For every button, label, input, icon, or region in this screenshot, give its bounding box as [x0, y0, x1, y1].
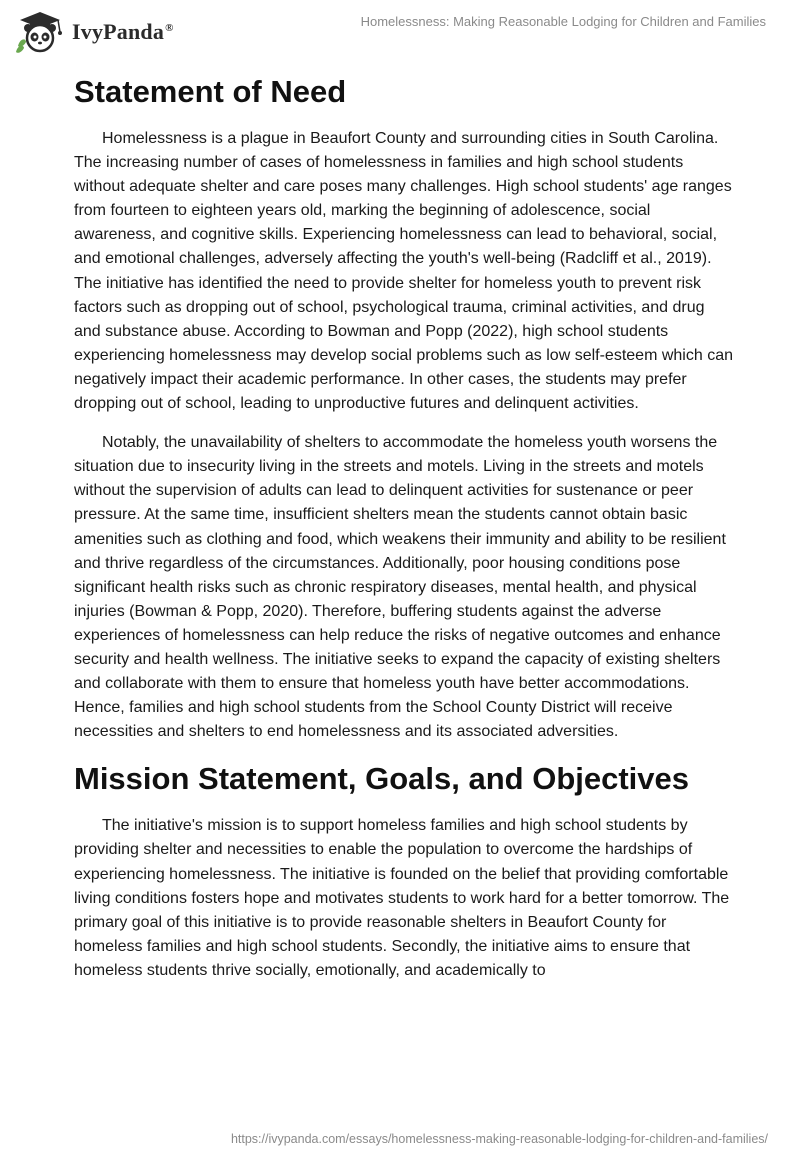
- ivypanda-logo[interactable]: [14, 8, 174, 54]
- paragraph: Notably, the unavailability of shelters to accommodate the homeless youth worsens the situation due to insecurity living in the streets and motels. Living in the streets and motels without the supervision of adults can lead to delinquent activities for sustenance or peer pressure. At the same time, insufficient shelters mean the students cannot obtain basic amenities such as clothing and food, which weakens their immunity and ability to be resilient and thrive regardless of the circumstances. Additionally, poor housing conditions pose significant health risks such as chronic respiratory diseases, mental health, and physical injuries (Bowman & Popp, 2020). Therefore, buffering students against the adverse experiences of homelessness can help reduce the risks of negative outcomes and enhance security and health wellness. The initiative seeks to expand the capacity of existing shelters and collaborate with them to ensure that homeless youth have better accommodations. Hence, families and high school students from the School County District will receive necessities and shelters to end homelessness and its associated adversities.: [74, 434, 726, 741]
- page-header: [0, 0, 800, 60]
- heading-mission-statement: Mission Statement, Goals, and Objectives: [74, 761, 690, 797]
- logo-wordmark: IvyPanda®: [72, 19, 174, 44]
- essay-content: [74, 70, 734, 998]
- source-url[interactable]: https://ivypanda.com/essays/homelessness-making-reasonable-lodging-for-children-and-families/: [230, 1132, 768, 1146]
- document-title: Homelessness: Making Reasonable Lodging for Children and Families: [360, 14, 766, 29]
- paragraph: The initiative's mission is to support homeless families and high school students by providing shelter and necessities to enable the population to overcome the hardships of experiencing homelessness. The initiative is founded on the belief that providing comfortable living conditions fosters hope and motivates students to work hard for a better tomorrow. The primary goal of this initiative is to provide reasonable shelters in Beaufort County for homeless families and high school students. Secondly, the initiative aims to ensure that homeless students thrive socially, emotionally, and academically to: [74, 817, 730, 979]
- heading-statement-of-need: Statement of Need: [74, 74, 347, 109]
- paragraph: Homelessness is a plague in Beaufort County and surrounding cities in South Carolina. The increasing number of cases of homelessness in families and high school students without adequate shelter and care poses many challenges. High school students' age ranges from fourteen to eighteen years old, marking the beginning of adolescence, social awareness, and cognitive skills. Experiencing homelessness can lead to behavioral, social, and emotional challenges, adversely affecting the youth's well-being (Radcliff et al., 2019). The initiative has identified the need to provide shelter for homeless youth to prevent risk factors such as dropping out of school, psychological trauma, criminal activities, and drug and substance abuse. According to Bowman and Popp (2022), high school students experiencing homelessness may develop social problems such as low self-esteem which can negatively impact their academic performance. In other cases, the students may prefer dropping out of school, leading to unproductive futures and delinquent activities.: [74, 130, 733, 413]
- panda-graduate-icon: [14, 8, 66, 54]
